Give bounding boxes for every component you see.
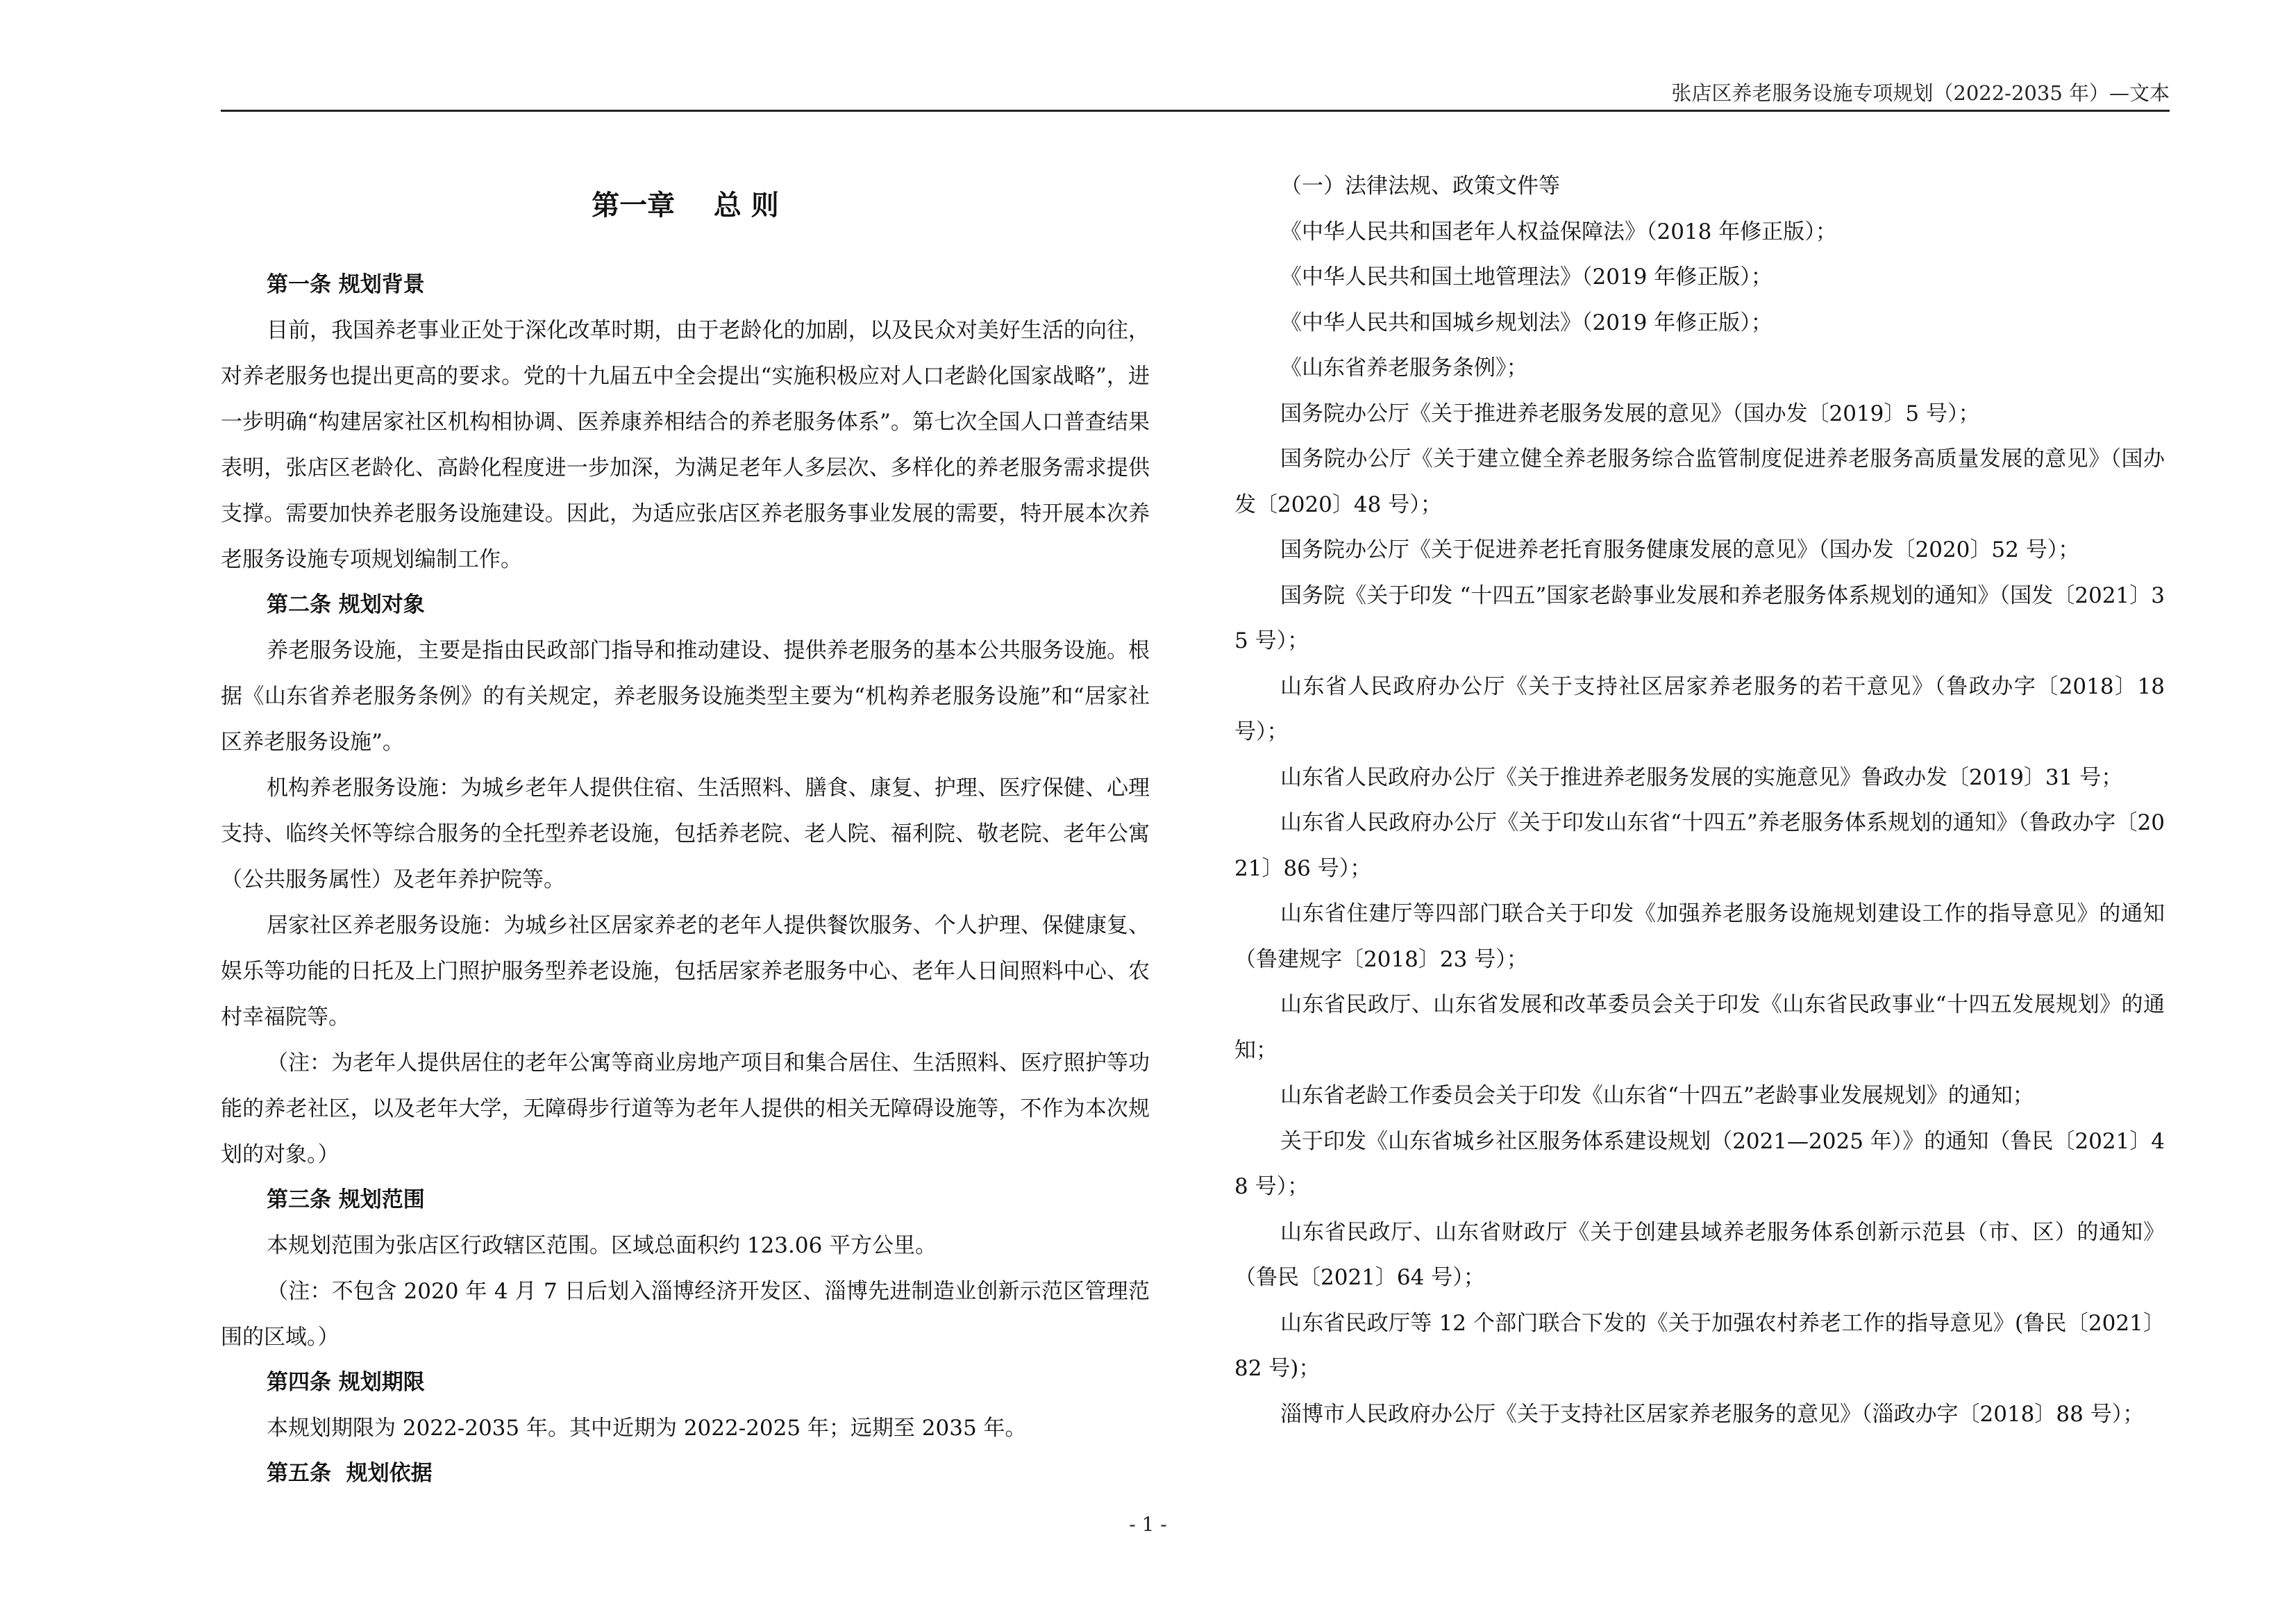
paragraph: 关于印发《山东省城乡社区服务体系建设规划（2021—2025 年）》的通知（鲁民〔2021〕48 号）； xyxy=(1234,1128,2165,1199)
header-divider xyxy=(221,110,2170,112)
paragraph: 国务院《关于印发 “十四五”国家老龄事业发展和养老服务体系规划的通知》（国发〔2021〕35 号）； xyxy=(1234,583,2165,653)
paragraph: 淄博市人民政府办公厅《关于支持社区居家养老服务的意见》（淄政办字〔2018〕88 号）； xyxy=(1280,1401,2145,1427)
paragraph: 山东省人民政府办公厅《关于印发山东省“十四五”养老服务体系规划的通知》（鲁政办字〔2021〕86 号）； xyxy=(1234,810,2165,881)
paragraph: 本规划范围为张店区行政辖区范围。区域总面积约 123.06 平方公里。 xyxy=(267,1233,937,1258)
page-number: - 1 - xyxy=(1129,1513,1167,1536)
document-header-title: 张店区养老服务设施专项规划（2022-2035 年）—文本 xyxy=(1671,81,2170,105)
paragraph: 《中华人民共和国城乡规划法》（2019 年修正版）； xyxy=(1280,310,1773,335)
chapter-title: 第一章 总 则 xyxy=(592,190,779,221)
paragraph: 国务院办公厅《关于促进养老托育服务健康发展的意见》（国办发〔2020〕52 号）； xyxy=(1280,537,2080,562)
paragraph: 山东省人民政府办公厅《关于支持社区居家养老服务的若干意见》（鲁政办字〔2018〕18 号）； xyxy=(1234,673,2165,744)
paragraph: 目前，我国养老事业正处于深化改革时期，由于老龄化的加剧，以及民众对美好生活的向往，对养老服务也提出更高的要求。党的十九届五中全会提出“实施积极应对人口老龄化国家战略”，进一步明确“构建居家社区机构相协调、医养康养相结合的养老服务体系”。第七次全国人口普查结果表明，张店区老龄化、高龄化程度进一步加深，为满足老年人多层次、多样化的养老服务需求提供支撑。需要加快养老服务设施建设。因此，为适应张店区养老服务事业发展的需要，特开展本次养老服务设施专项规划编制工作。 xyxy=(221,318,1150,572)
paragraph: 山东省人民政府办公厅《关于推进养老服务发展的实施意见》鲁政办发〔2019〕31 号； xyxy=(1280,764,2123,790)
paragraph: （注：为老年人提供居住的老年公寓等商业房地产项目和集合居住、生活照料、医疗照护等功能的养老社区，以及老年大学，无障碍步行道等为老年人提供的相关无障碍设施等，不作为本次规划的对象。） xyxy=(221,1050,1150,1167)
paragraph: 山东省住建厅等四部门联合关于印发《加强养老服务设施规划建设工作的指导意见》的通知（鲁建规字〔2018〕23 号）； xyxy=(1234,901,2165,972)
paragraph: 《山东省养老服务条例》； xyxy=(1280,355,1528,380)
left-column xyxy=(221,164,1150,1496)
paragraph: 山东省老龄工作委员会关于印发《山东省“十四五”老龄事业发展规划》的通知； xyxy=(1280,1083,2034,1108)
article-heading: 第五条 规划依据 xyxy=(267,1461,433,1486)
paragraph: 山东省民政厅、山东省发展和改革委员会关于印发《山东省民政事业“十四五发展规划》的通知； xyxy=(1234,992,2165,1063)
paragraph: 山东省民政厅等 12 个部门联合下发的《关于加强农村养老工作的指导意见》(鲁民〔2021〕82 号)； xyxy=(1234,1310,2165,1381)
paragraph: 养老服务设施，主要是指由民政部门指导和推动建设、提供养老服务的基本公共服务设施。根据《山东省养老服务条例》的有关规定，养老服务设施类型主要为“机构养老服务设施”和“居家社区养老服务设施”。 xyxy=(221,638,1150,755)
paragraph: 《中华人民共和国土地管理法》（2019 年修正版）； xyxy=(1280,265,1773,290)
paragraph: 机构养老服务设施：为城乡老年人提供住宿、生活照料、膳食、康复、护理、医疗保健、心理支持、临终关怀等综合服务的全托型养老设施，包括养老院、老人院、福利院、敬老院、老年公寓（公共服务属性）及老年养护院等。 xyxy=(221,776,1150,892)
paragraph: 国务院办公厅《关于建立健全养老服务综合监管制度促进养老服务高质量发展的意见》（国办发〔2020〕48 号）； xyxy=(1234,446,2165,517)
paragraph: 本规划期限为 2022-2035 年。其中近期为 2022-2025 年；远期至 2035 年。 xyxy=(267,1416,1027,1441)
right-column xyxy=(1234,164,2165,1437)
paragraph: 居家社区养老服务设施：为城乡社区居家养老的老年人提供餐饮服务、个人护理、保健康复、娱乐等功能的日托及上门照护服务型养老设施，包括居家养老服务中心、老年人日间照料中心、农村幸福院等。 xyxy=(221,913,1150,1030)
paragraph: 《中华人民共和国老年人权益保障法》（2018 年修正版）； xyxy=(1280,219,1837,244)
paragraph: （注：不包含 2020 年 4 月 7 日后划入淄博经济开发区、淄博先进制造业创新示范区管理范围的区域。） xyxy=(221,1279,1150,1350)
article-heading: 第一条 规划背景 xyxy=(267,272,425,297)
paragraph: 山东省民政厅、山东省财政厅《关于创建县域养老服务体系创新示范县（市、区）的通知》（鲁民〔2021〕64 号）； xyxy=(1234,1219,2165,1290)
article-heading: 第二条 规划对象 xyxy=(267,592,425,617)
article-heading: 第三条 规划范围 xyxy=(267,1187,425,1212)
paragraph: 国务院办公厅《关于推进养老服务发展的意见》（国办发〔2019〕5 号）； xyxy=(1280,401,1980,426)
paragraph: （一）法律法规、政策文件等 xyxy=(1280,174,1560,199)
article-heading: 第四条 规划期限 xyxy=(267,1370,425,1395)
